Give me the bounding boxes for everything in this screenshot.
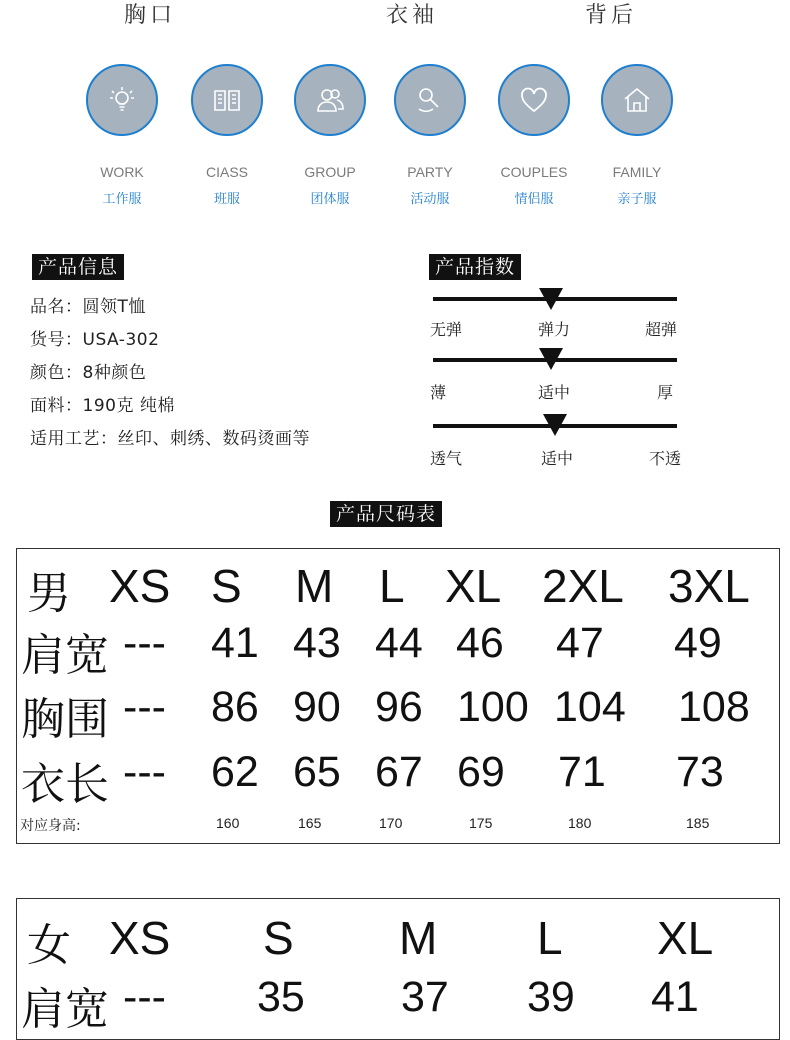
size-header: L (537, 912, 563, 964)
usage-item-class (167, 64, 287, 207)
height-label: 对应身高: (20, 818, 81, 834)
usage-zh-label: 活动服 (410, 192, 450, 207)
cell: 46 (456, 619, 504, 667)
elasticity-right-label: 超弹 (645, 320, 678, 339)
info-line-code: 货号：USA-302 (30, 330, 160, 350)
cell: 41 (211, 619, 259, 667)
usage-zh-label: 班服 (213, 192, 240, 207)
cell: 69 (457, 748, 505, 796)
height-value: 165 (298, 815, 322, 831)
size-header: XL (445, 560, 502, 612)
usage-en-label: WORK (100, 164, 144, 180)
usage-zh-label: 团体服 (310, 192, 350, 207)
cell: 65 (293, 748, 341, 796)
row-label-shoulder: 肩宽 (21, 630, 109, 681)
size-header: L (379, 560, 405, 612)
microphone-icon (415, 85, 445, 115)
cell: 47 (556, 619, 604, 667)
height-value: 175 (469, 815, 493, 831)
cell: 39 (527, 973, 575, 1021)
usage-item-work (62, 64, 182, 207)
usage-en-label: GROUP (304, 164, 356, 180)
cell: 43 (293, 619, 341, 667)
usage-circle (601, 64, 673, 136)
usage-item-couples (474, 64, 594, 207)
size-header: XL (657, 912, 714, 964)
size-header: M (399, 912, 438, 964)
cell: 62 (211, 748, 259, 796)
size-header: S (263, 912, 294, 964)
cell: 104 (554, 683, 626, 731)
men-gender-label: 男 (27, 568, 71, 619)
breathability-left-label: 透气 (430, 449, 463, 468)
row-label-length: 衣长 (21, 759, 109, 810)
size-header: S (211, 560, 242, 612)
cell: 37 (401, 973, 449, 1021)
group-icon (315, 85, 345, 115)
cell: 96 (375, 683, 423, 731)
usage-en-label: FAMILY (612, 164, 662, 180)
elasticity-left-label: 无弹 (430, 320, 463, 339)
usage-circle (294, 64, 366, 136)
breathability-right-label: 不透 (649, 449, 682, 468)
caption-sleeve: 衣袖 (386, 3, 439, 28)
cell: 90 (293, 683, 341, 731)
thickness-middle-label: 适中 (538, 383, 571, 402)
usage-circle (498, 64, 570, 136)
usage-zh-label: 工作服 (102, 192, 142, 207)
book-icon (212, 85, 242, 115)
cell: --- (123, 748, 166, 796)
elasticity-marker (539, 288, 563, 310)
size-chart-title: 产品尺码表 (330, 501, 442, 527)
men-size-table (16, 548, 780, 844)
cell: 67 (375, 748, 423, 796)
cell: 44 (375, 619, 423, 667)
row-label-chest: 胸围 (21, 694, 109, 745)
usage-en-label: PARTY (407, 164, 453, 180)
usage-zh-label: 亲子服 (617, 192, 657, 207)
info-line-fabric: 面料：190克 纯棉 (30, 396, 175, 416)
women-size-table (16, 898, 780, 1040)
cell: 35 (257, 973, 305, 1021)
caption-chest: 胸口 (124, 3, 177, 28)
usage-item-family (577, 64, 697, 207)
elasticity-middle-label: 弹力 (538, 320, 571, 339)
usage-en-label: CIASS (205, 164, 248, 180)
usage-en-label: COUPLES (500, 164, 568, 180)
usage-item-party (370, 64, 490, 207)
cell: 100 (457, 683, 529, 731)
info-line-color: 颜色：8种颜色 (30, 363, 147, 383)
size-header: 3XL (668, 560, 750, 612)
lightbulb-icon (107, 85, 137, 115)
usage-circle (191, 64, 263, 136)
women-gender-label: 女 (27, 920, 71, 971)
height-value: 160 (216, 815, 240, 831)
thickness-right-label: 厚 (657, 383, 674, 402)
house-icon (622, 85, 652, 115)
breathability-middle-label: 适中 (541, 449, 574, 468)
cell: --- (123, 619, 166, 667)
height-value: 180 (568, 815, 592, 831)
cell: 41 (651, 973, 699, 1021)
cell: --- (123, 973, 166, 1021)
usage-circle (394, 64, 466, 136)
thickness-left-label: 薄 (430, 383, 447, 402)
usage-circle (86, 64, 158, 136)
cell: 71 (558, 748, 606, 796)
cell: 86 (211, 683, 259, 731)
product-info-title: 产品信息 (32, 254, 124, 280)
cell: --- (123, 683, 166, 731)
caption-back: 背后 (585, 3, 638, 28)
heart-icon (519, 85, 549, 115)
height-value: 185 (686, 815, 710, 831)
size-header: XS (109, 912, 171, 964)
size-header: 2XL (542, 560, 624, 612)
info-line-name: 品名：圆领T恤 (30, 297, 146, 317)
breathability-marker (543, 414, 567, 436)
row-label-shoulder: 肩宽 (21, 984, 109, 1035)
cell: 49 (674, 619, 722, 667)
cell: 108 (678, 683, 750, 731)
height-value: 170 (379, 815, 403, 831)
info-line-craft: 适用工艺：丝印、刺绣、数码烫画等 (30, 429, 310, 449)
size-header: XS (109, 560, 171, 612)
thickness-marker (539, 348, 563, 370)
product-index-title: 产品指数 (429, 254, 521, 280)
cell: 73 (676, 748, 724, 796)
usage-zh-label: 情侣服 (514, 192, 554, 207)
size-header: M (295, 560, 334, 612)
